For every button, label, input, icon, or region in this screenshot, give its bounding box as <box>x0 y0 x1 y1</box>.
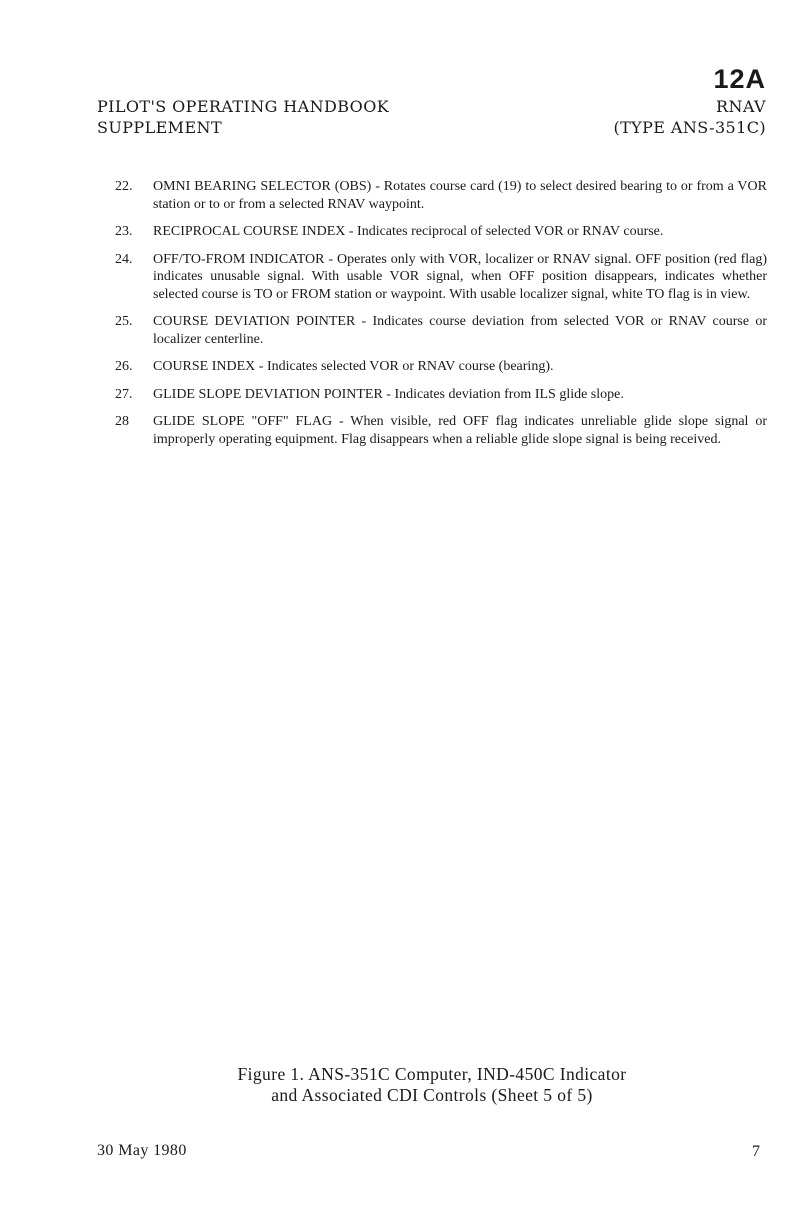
list-item <box>115 358 767 376</box>
footer-date: 30 May 1980 <box>97 1142 187 1159</box>
item-number: 25. <box>115 314 133 329</box>
item-list <box>115 178 767 458</box>
item-number: 22. <box>115 179 133 194</box>
handbook-title-line-1: PILOT'S OPERATING HANDBOOK <box>97 97 390 116</box>
figure-caption-line-2: and Associated CDI Controls (Sheet 5 of 5) <box>271 1085 593 1105</box>
list-item <box>115 313 767 348</box>
item-description: RECIPROCAL COURSE INDEX - Indicates reciprocal of selected VOR or RNAV course. <box>153 224 664 239</box>
item-number: 23. <box>115 224 133 239</box>
item-description: OFF/TO-FROM INDICATOR - Operates only with VOR, localizer or RNAV signal. OFF position (red flag) indicates unusable signal. With usable VOR signal, when OFF position disappears, indicates whether selected course is TO or FROM station or waypoint. With usable localizer signal, white TO flag is in view. <box>153 251 767 302</box>
item-description: OMNI BEARING SELECTOR (OBS) - Rotates course card (19) to select desired bearing to or from a VOR station or to or from a selected RNAV waypoint. <box>153 179 767 212</box>
item-description: GLIDE SLOPE DEVIATION POINTER - Indicates deviation from ILS glide slope. <box>153 386 624 402</box>
section-number: 12A <box>713 64 766 94</box>
item-description: COURSE INDEX - Indicates selected VOR or RNAV course (bearing). <box>153 359 554 374</box>
handbook-title <box>97 96 389 138</box>
list-item <box>115 386 767 404</box>
supplement-title-line-1: RNAV <box>716 97 766 116</box>
supplement-title <box>613 96 766 138</box>
item-number: 28 <box>115 414 129 429</box>
supplement-title-line-2: (TYPE ANS-351C) <box>613 118 766 137</box>
item-number: 24. <box>115 251 133 267</box>
item-description: GLIDE SLOPE "OFF" FLAG - When visible, red OFF flag indicates unreliable glide slope signal or improperly operating equipment. Flag disappears when a reliable glide slope signal is being received. <box>153 414 767 447</box>
list-item <box>115 178 767 213</box>
list-item <box>115 413 767 448</box>
handbook-title-line-2: SUPPLEMENT <box>97 118 223 137</box>
list-item <box>115 251 767 304</box>
list-item <box>115 223 767 241</box>
item-description: COURSE DEVIATION POINTER - Indicates course deviation from selected VOR or RNAV course or localizer centerline. <box>153 314 767 347</box>
figure-caption <box>0 1064 792 1106</box>
page-number: 7 <box>752 1143 760 1160</box>
item-number: 26. <box>115 359 133 374</box>
item-number: 27. <box>115 386 133 402</box>
figure-caption-line-1: Figure 1. ANS-351C Computer, IND-450C Indicator <box>237 1064 627 1084</box>
